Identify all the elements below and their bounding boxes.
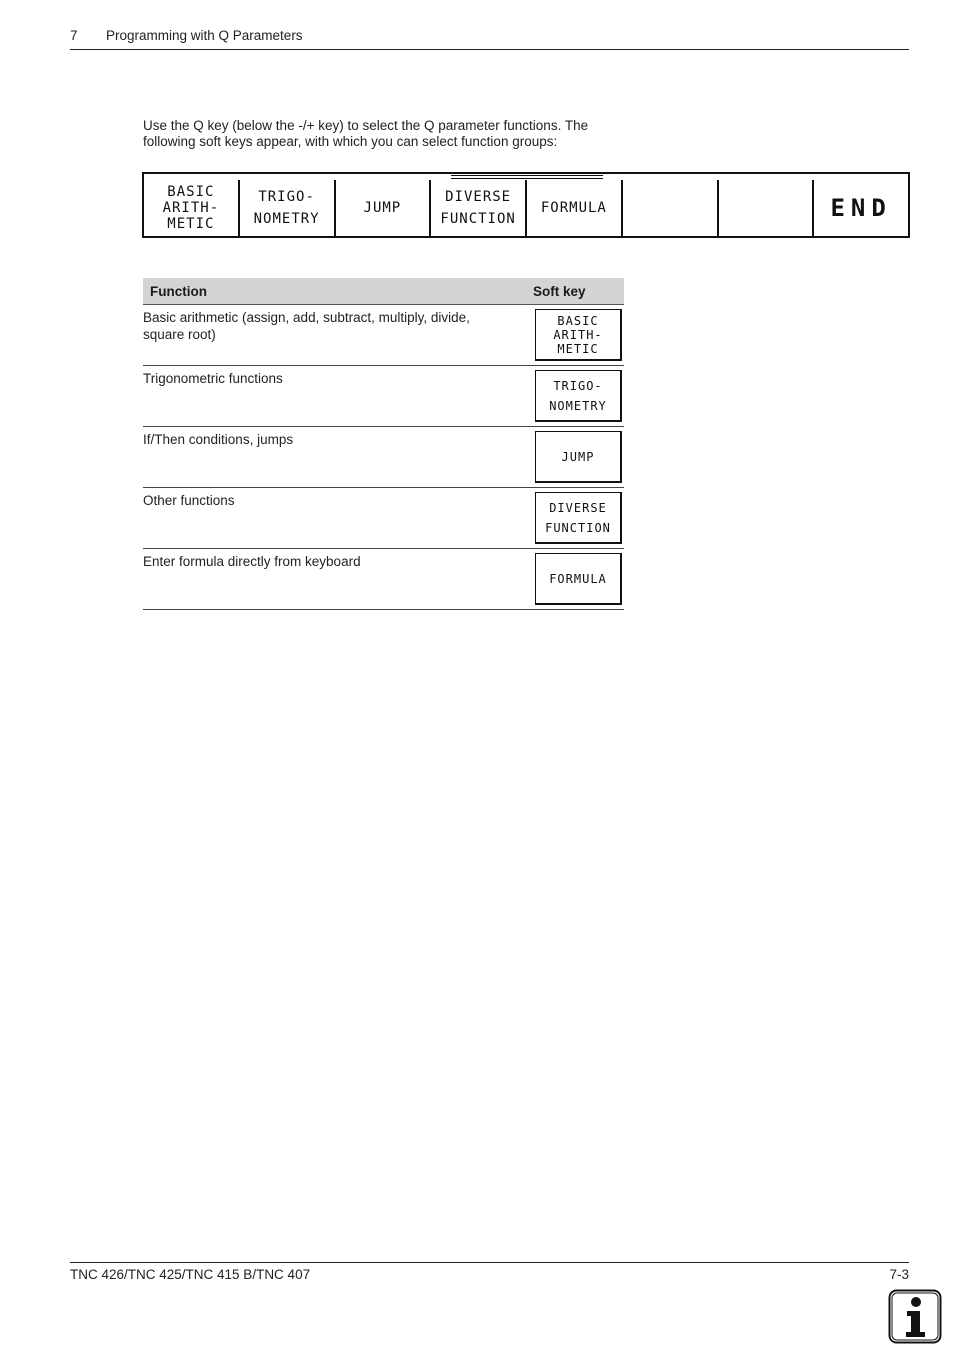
softkey-formula-image [535, 553, 622, 605]
softkey-label-line: BASIC [167, 184, 215, 200]
softkey-empty-6[interactable] [623, 180, 719, 236]
info-icon [888, 1289, 942, 1344]
softkey-diverse-function[interactable] [431, 180, 527, 236]
function-description: Basic arithmetic (assign, add, subtract, multiply, divide, square root) [143, 310, 470, 342]
footer-models: TNC 426/TNC 425/TNC 415 B/TNC 407 [70, 1267, 311, 1282]
softkey-basic-arithmetic-image [535, 309, 622, 361]
function-description: Trigonometric functions [143, 371, 283, 386]
softkey-trigonometry-image [535, 370, 622, 422]
softkey-label-line: METIC [557, 341, 599, 356]
softkey-label-line: ARITH- [162, 200, 220, 216]
function-description: Enter formula directly from keyboard [143, 554, 361, 569]
softkey-label-line: NOMETRY [253, 211, 320, 227]
softkey-trigonometry[interactable] [240, 180, 336, 236]
page-number: 7-3 [889, 1267, 909, 1282]
softkey-label-line: DIVERSE [445, 189, 512, 205]
softkey-label-line: FORMULA [549, 571, 607, 586]
chapter-number: 7 [70, 28, 78, 43]
softkey-label-line: JUMP [561, 449, 595, 464]
column-header-softkey: Soft key [533, 284, 586, 299]
softkey-label-line: FUNCTION [440, 211, 516, 227]
table-header [143, 278, 624, 305]
softkey-end[interactable] [814, 180, 908, 236]
softkey-label-line: METIC [167, 216, 215, 232]
function-table [143, 278, 624, 610]
function-description: Other functions [143, 493, 235, 508]
column-header-function: Function [150, 284, 207, 299]
softkey-label-line: DIVERSE [549, 500, 607, 515]
softkey-label-line: NOMETRY [549, 398, 607, 413]
softkey-label-line: FUNCTION [545, 520, 611, 535]
softkey-basic-arithmetic[interactable] [144, 180, 240, 236]
chapter-title: Programming with Q Parameters [106, 28, 303, 43]
function-description: If/Then conditions, jumps [143, 432, 294, 447]
softkey-empty-7[interactable] [719, 180, 815, 236]
softkey-diverse-function-image [535, 492, 622, 544]
softkey-bar [142, 172, 910, 238]
table-row [143, 366, 624, 427]
intro-text: Use the Q key (below the -/+ key) to select the Q parameter functions. The following soft keys appear, with which you can select function groups: [143, 118, 589, 149]
softkey-label-line: FORMULA [540, 200, 607, 216]
softkey-jump-image [535, 431, 622, 483]
table-row [143, 549, 624, 610]
softkey-label-line: BASIC [557, 313, 599, 328]
table-row [143, 305, 624, 366]
softkey-jump[interactable] [336, 180, 432, 236]
softkey-formula[interactable] [527, 180, 623, 236]
table-row [143, 427, 624, 488]
softkey-label-line: TRIGO- [258, 189, 315, 205]
page-footer [70, 1262, 909, 1285]
softkey-label-line: JUMP [363, 200, 402, 216]
table-row [143, 488, 624, 549]
page-header [70, 28, 909, 50]
softkey-label-line: ARITH- [553, 327, 603, 342]
softkey-level-indicator [451, 175, 603, 179]
softkey-label-line: END [830, 194, 892, 222]
softkey-label-line: TRIGO- [553, 378, 603, 393]
